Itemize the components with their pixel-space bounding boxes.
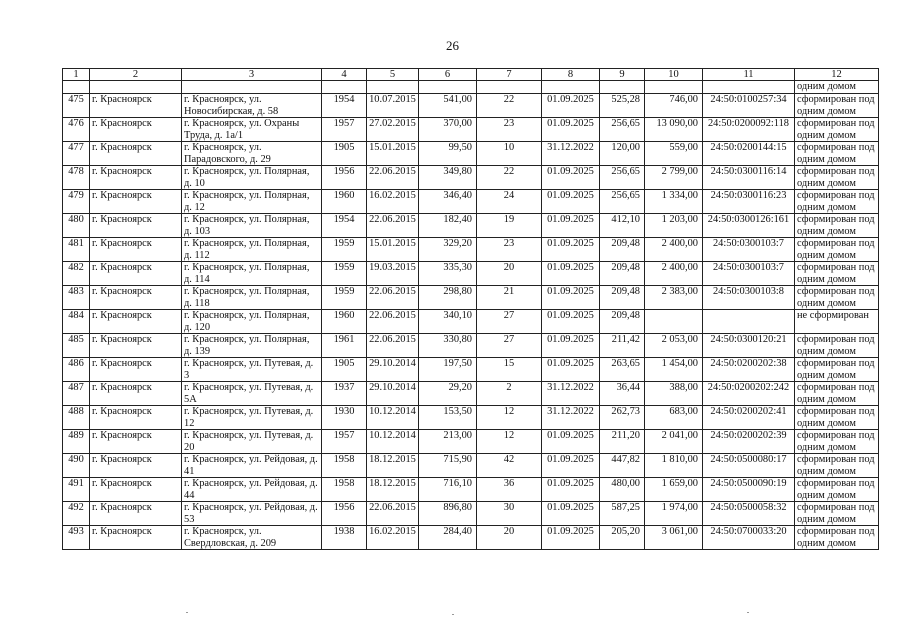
value-col9-cell: 256,65	[600, 190, 645, 214]
carryover-status-cell: одним домом	[795, 81, 879, 94]
table-row	[63, 286, 879, 310]
empty-cell	[542, 81, 600, 94]
address-cell: г. Красноярск, ул. Путевая, д. 20	[182, 430, 322, 454]
status-cell: сформирован под одним домом	[795, 286, 879, 310]
empty-cell	[600, 81, 645, 94]
header-cell-3: 3	[182, 69, 322, 81]
date-cell: 22.06.2015	[367, 310, 419, 334]
table-row	[63, 142, 879, 166]
count-cell: 22	[477, 166, 542, 190]
table-row	[63, 406, 879, 430]
cadastral-number-cell: 24:50:0300120:21	[703, 334, 795, 358]
date-cell: 15.01.2015	[367, 142, 419, 166]
cadastral-number-cell: 24:50:0100257:34	[703, 94, 795, 118]
count-cell: 30	[477, 502, 542, 526]
area-cell: 329,20	[419, 238, 477, 262]
build-year-cell: 1959	[322, 238, 367, 262]
date-cell: 29.10.2014	[367, 358, 419, 382]
value-col9-cell: 263,65	[600, 358, 645, 382]
planned-date-cell: 01.09.2025	[542, 430, 600, 454]
value-col9-cell: 209,48	[600, 262, 645, 286]
table-row	[63, 310, 879, 334]
count-cell: 24	[477, 190, 542, 214]
status-cell: сформирован под одним домом	[795, 382, 879, 406]
planned-date-cell: 01.09.2025	[542, 238, 600, 262]
city-cell: г. Красноярск	[90, 214, 182, 238]
table-row	[63, 262, 879, 286]
area-cell: 330,80	[419, 334, 477, 358]
table-row	[63, 358, 879, 382]
status-cell: сформирован под одним домом	[795, 502, 879, 526]
build-year-cell: 1905	[322, 358, 367, 382]
count-cell: 10	[477, 142, 542, 166]
date-cell: 18.12.2015	[367, 454, 419, 478]
area-cell: 284,40	[419, 526, 477, 550]
empty-cell	[645, 81, 703, 94]
row-number-cell: 480	[63, 214, 90, 238]
header-cell-8: 8	[542, 69, 600, 81]
count-cell: 42	[477, 454, 542, 478]
planned-date-cell: 31.12.2022	[542, 142, 600, 166]
header-cell-4: 4	[322, 69, 367, 81]
planned-date-cell: 01.09.2025	[542, 262, 600, 286]
count-cell: 15	[477, 358, 542, 382]
address-cell: г. Красноярск, ул. Полярная, д. 103	[182, 214, 322, 238]
status-cell: сформирован под одним домом	[795, 358, 879, 382]
build-year-cell: 1959	[322, 262, 367, 286]
header-cell-11: 11	[703, 69, 795, 81]
planned-date-cell: 01.09.2025	[542, 94, 600, 118]
empty-cell	[367, 81, 419, 94]
address-cell: г. Красноярск, ул. Полярная, д. 139	[182, 334, 322, 358]
planned-date-cell: 01.09.2025	[542, 166, 600, 190]
date-cell: 16.02.2015	[367, 190, 419, 214]
table-row	[63, 334, 879, 358]
planned-date-cell: 01.09.2025	[542, 358, 600, 382]
value-col9-cell: 587,25	[600, 502, 645, 526]
area-cell: 99,50	[419, 142, 477, 166]
city-cell: г. Красноярск	[90, 334, 182, 358]
city-cell: г. Красноярск	[90, 454, 182, 478]
date-cell: 10.07.2015	[367, 94, 419, 118]
planned-date-cell: 01.09.2025	[542, 478, 600, 502]
row-number-cell: 493	[63, 526, 90, 550]
planned-date-cell: 01.09.2025	[542, 214, 600, 238]
date-cell: 22.06.2015	[367, 334, 419, 358]
status-cell: сформирован под одним домом	[795, 94, 879, 118]
row-number-cell: 486	[63, 358, 90, 382]
row-number-cell: 482	[63, 262, 90, 286]
row-number-cell: 479	[63, 190, 90, 214]
empty-cell	[419, 81, 477, 94]
address-cell: г. Красноярск, ул. Полярная, д. 112	[182, 238, 322, 262]
table-row	[63, 502, 879, 526]
city-cell: г. Красноярск	[90, 238, 182, 262]
count-cell: 23	[477, 118, 542, 142]
area-cell: 896,80	[419, 502, 477, 526]
carryover-row	[63, 81, 879, 94]
value-col10-cell: 1 974,00	[645, 502, 703, 526]
cadastral-number-cell: 24:50:0200202:38	[703, 358, 795, 382]
date-cell: 18.12.2015	[367, 478, 419, 502]
count-cell: 36	[477, 478, 542, 502]
row-number-cell: 478	[63, 166, 90, 190]
value-col10-cell: 2 400,00	[645, 262, 703, 286]
cadastral-number-cell: 24:50:0200092:118	[703, 118, 795, 142]
status-cell: сформирован под одним домом	[795, 214, 879, 238]
page-number: 26	[446, 38, 459, 53]
area-cell: 29,20	[419, 382, 477, 406]
city-cell: г. Красноярск	[90, 118, 182, 142]
city-cell: г. Красноярск	[90, 166, 182, 190]
row-number-cell: 481	[63, 238, 90, 262]
address-cell: г. Красноярск, ул. Путевая, д. 5А	[182, 382, 322, 406]
empty-cell	[703, 81, 795, 94]
build-year-cell: 1959	[322, 286, 367, 310]
build-year-cell: 1954	[322, 94, 367, 118]
cadastral-number-cell: 24:50:0500058:32	[703, 502, 795, 526]
value-col10-cell: 1 810,00	[645, 454, 703, 478]
city-cell: г. Красноярск	[90, 382, 182, 406]
planned-date-cell: 31.12.2022	[542, 406, 600, 430]
cadastral-number-cell: 24:50:0700033:20	[703, 526, 795, 550]
date-cell: 22.06.2015	[367, 214, 419, 238]
table-row	[63, 190, 879, 214]
area-cell: 197,50	[419, 358, 477, 382]
value-col10-cell: 3 061,00	[645, 526, 703, 550]
build-year-cell: 1954	[322, 214, 367, 238]
area-cell: 213,00	[419, 430, 477, 454]
scan-speck	[747, 612, 749, 613]
header-cell-6: 6	[419, 69, 477, 81]
row-number-cell: 492	[63, 502, 90, 526]
row-number-cell: 484	[63, 310, 90, 334]
status-cell: сформирован под одним домом	[795, 478, 879, 502]
count-cell: 23	[477, 238, 542, 262]
header-cell-12: 12	[795, 69, 879, 81]
value-col9-cell: 525,28	[600, 94, 645, 118]
value-col9-cell: 447,82	[600, 454, 645, 478]
value-col10-cell: 2 383,00	[645, 286, 703, 310]
value-col10-cell	[645, 310, 703, 334]
address-cell: г. Красноярск, ул. Рейдовая, д. 44	[182, 478, 322, 502]
cadastral-number-cell: 24:50:0500090:19	[703, 478, 795, 502]
count-cell: 27	[477, 310, 542, 334]
table-row	[63, 166, 879, 190]
cadastral-number-cell: 24:50:0200144:15	[703, 142, 795, 166]
value-col9-cell: 209,48	[600, 310, 645, 334]
value-col10-cell: 683,00	[645, 406, 703, 430]
status-cell: сформирован под одним домом	[795, 526, 879, 550]
build-year-cell: 1956	[322, 166, 367, 190]
value-col9-cell: 36,44	[600, 382, 645, 406]
status-cell: сформирован под одним домом	[795, 454, 879, 478]
city-cell: г. Красноярск	[90, 262, 182, 286]
empty-cell	[322, 81, 367, 94]
date-cell: 29.10.2014	[367, 382, 419, 406]
status-cell: сформирован под одним домом	[795, 262, 879, 286]
city-cell: г. Красноярск	[90, 142, 182, 166]
count-cell: 12	[477, 430, 542, 454]
table-row	[63, 454, 879, 478]
row-number-cell: 477	[63, 142, 90, 166]
value-col9-cell: 120,00	[600, 142, 645, 166]
row-number-cell: 490	[63, 454, 90, 478]
area-cell: 182,40	[419, 214, 477, 238]
table-row	[63, 214, 879, 238]
count-cell: 12	[477, 406, 542, 430]
row-number-cell: 476	[63, 118, 90, 142]
area-cell: 370,00	[419, 118, 477, 142]
row-number-cell: 475	[63, 94, 90, 118]
planned-date-cell: 01.09.2025	[542, 286, 600, 310]
row-number-cell: 488	[63, 406, 90, 430]
address-cell: г. Красноярск, ул. Полярная, д. 114	[182, 262, 322, 286]
status-cell: не сформирован	[795, 310, 879, 334]
status-cell: сформирован под одним домом	[795, 166, 879, 190]
city-cell: г. Красноярск	[90, 310, 182, 334]
header-cell-2: 2	[90, 69, 182, 81]
status-cell: сформирован под одним домом	[795, 406, 879, 430]
planned-date-cell: 01.09.2025	[542, 454, 600, 478]
value-col9-cell: 211,20	[600, 430, 645, 454]
planned-date-cell: 01.09.2025	[542, 310, 600, 334]
empty-cell	[182, 81, 322, 94]
row-number-cell: 483	[63, 286, 90, 310]
value-col9-cell: 211,42	[600, 334, 645, 358]
area-cell: 298,80	[419, 286, 477, 310]
area-cell: 715,90	[419, 454, 477, 478]
value-col9-cell: 480,00	[600, 478, 645, 502]
value-col10-cell: 13 090,00	[645, 118, 703, 142]
value-col10-cell: 559,00	[645, 142, 703, 166]
row-number-cell: 487	[63, 382, 90, 406]
address-cell: г. Красноярск, ул. Путевая, д. 3	[182, 358, 322, 382]
value-col10-cell: 2 053,00	[645, 334, 703, 358]
cadastral-number-cell: 24:50:0200202:39	[703, 430, 795, 454]
cadastral-number-cell: 24:50:0300103:7	[703, 262, 795, 286]
cadastral-number-cell: 24:50:0300116:14	[703, 166, 795, 190]
table-row	[63, 238, 879, 262]
table-body	[63, 81, 879, 550]
count-cell: 20	[477, 262, 542, 286]
build-year-cell: 1960	[322, 190, 367, 214]
build-year-cell: 1958	[322, 454, 367, 478]
address-cell: г. Красноярск, ул. Парадовского, д. 29	[182, 142, 322, 166]
date-cell: 19.03.2015	[367, 262, 419, 286]
table-header	[63, 69, 879, 81]
address-cell: г. Красноярск, ул. Рейдовая, д. 41	[182, 454, 322, 478]
status-cell: сформирован под одним домом	[795, 142, 879, 166]
city-cell: г. Красноярск	[90, 430, 182, 454]
table-row	[63, 526, 879, 550]
cadastral-number-cell: 24:50:0200202:242	[703, 382, 795, 406]
build-year-cell: 1961	[322, 334, 367, 358]
header-cell-1: 1	[63, 69, 90, 81]
date-cell: 27.02.2015	[367, 118, 419, 142]
header-cell-7: 7	[477, 69, 542, 81]
city-cell: г. Красноярск	[90, 358, 182, 382]
build-year-cell: 1930	[322, 406, 367, 430]
count-cell: 20	[477, 526, 542, 550]
cadastral-number-cell: 24:50:0300103:8	[703, 286, 795, 310]
value-col10-cell: 1 454,00	[645, 358, 703, 382]
count-cell: 2	[477, 382, 542, 406]
table-row	[63, 430, 879, 454]
build-year-cell: 1956	[322, 502, 367, 526]
value-col10-cell: 746,00	[645, 94, 703, 118]
value-col10-cell: 2 400,00	[645, 238, 703, 262]
value-col10-cell: 2 799,00	[645, 166, 703, 190]
planned-date-cell: 01.09.2025	[542, 526, 600, 550]
value-col9-cell: 256,65	[600, 118, 645, 142]
address-cell: г. Красноярск, ул. Полярная, д. 118	[182, 286, 322, 310]
empty-cell	[477, 81, 542, 94]
planned-date-cell: 01.09.2025	[542, 118, 600, 142]
value-col10-cell: 388,00	[645, 382, 703, 406]
address-cell: г. Красноярск, ул. Рейдовая, д. 53	[182, 502, 322, 526]
address-cell: г. Красноярск, ул. Новосибирская, д. 58	[182, 94, 322, 118]
table-row	[63, 118, 879, 142]
build-year-cell: 1905	[322, 142, 367, 166]
address-cell: г. Красноярск, ул. Путевая, д. 12	[182, 406, 322, 430]
cadastral-number-cell: 24:50:0200202:41	[703, 406, 795, 430]
date-cell: 16.02.2015	[367, 526, 419, 550]
value-col9-cell: 412,10	[600, 214, 645, 238]
area-cell: 335,30	[419, 262, 477, 286]
build-year-cell: 1957	[322, 118, 367, 142]
planned-date-cell: 01.09.2025	[542, 190, 600, 214]
scan-speck	[452, 614, 454, 615]
build-year-cell: 1938	[322, 526, 367, 550]
header-cell-9: 9	[600, 69, 645, 81]
build-year-cell: 1957	[322, 430, 367, 454]
address-cell: г. Красноярск, ул. Полярная, д. 12	[182, 190, 322, 214]
city-cell: г. Красноярск	[90, 286, 182, 310]
value-col10-cell: 1 659,00	[645, 478, 703, 502]
address-cell: г. Красноярск, ул. Охраны Труда, д. 1а/1	[182, 118, 322, 142]
date-cell: 22.06.2015	[367, 286, 419, 310]
row-number-cell: 489	[63, 430, 90, 454]
area-cell: 346,40	[419, 190, 477, 214]
header-row	[63, 69, 879, 81]
value-col9-cell: 256,65	[600, 166, 645, 190]
cadastral-number-cell: 24:50:0300103:7	[703, 238, 795, 262]
status-cell: сформирован под одним домом	[795, 334, 879, 358]
table-row	[63, 478, 879, 502]
cadastral-number-cell: 24:50:0300116:23	[703, 190, 795, 214]
count-cell: 22	[477, 94, 542, 118]
city-cell: г. Красноярск	[90, 502, 182, 526]
cadastral-number-cell: 24:50:0300126:161	[703, 214, 795, 238]
value-col10-cell: 2 041,00	[645, 430, 703, 454]
value-col9-cell: 209,48	[600, 286, 645, 310]
count-cell: 27	[477, 334, 542, 358]
build-year-cell: 1960	[322, 310, 367, 334]
date-cell: 10.12.2014	[367, 406, 419, 430]
date-cell: 15.01.2015	[367, 238, 419, 262]
cadastral-number-cell	[703, 310, 795, 334]
area-cell: 716,10	[419, 478, 477, 502]
table-row	[63, 382, 879, 406]
planned-date-cell: 01.09.2025	[542, 334, 600, 358]
empty-cell	[63, 81, 90, 94]
value-col9-cell: 205,20	[600, 526, 645, 550]
row-number-cell: 491	[63, 478, 90, 502]
value-col9-cell: 262,73	[600, 406, 645, 430]
city-cell: г. Красноярск	[90, 94, 182, 118]
header-cell-5: 5	[367, 69, 419, 81]
count-cell: 19	[477, 214, 542, 238]
status-cell: сформирован под одним домом	[795, 238, 879, 262]
area-cell: 349,80	[419, 166, 477, 190]
row-number-cell: 485	[63, 334, 90, 358]
value-col9-cell: 209,48	[600, 238, 645, 262]
empty-cell	[90, 81, 182, 94]
city-cell: г. Красноярск	[90, 526, 182, 550]
city-cell: г. Красноярск	[90, 478, 182, 502]
housing-table	[62, 68, 879, 550]
city-cell: г. Красноярск	[90, 406, 182, 430]
build-year-cell: 1958	[322, 478, 367, 502]
table-row	[63, 94, 879, 118]
city-cell: г. Красноярск	[90, 190, 182, 214]
value-col10-cell: 1 334,00	[645, 190, 703, 214]
count-cell: 21	[477, 286, 542, 310]
scan-speck	[186, 612, 188, 613]
planned-date-cell: 01.09.2025	[542, 502, 600, 526]
planned-date-cell: 31.12.2022	[542, 382, 600, 406]
cadastral-number-cell: 24:50:0500080:17	[703, 454, 795, 478]
header-cell-10: 10	[645, 69, 703, 81]
date-cell: 22.06.2015	[367, 502, 419, 526]
status-cell: сформирован под одним домом	[795, 430, 879, 454]
date-cell: 22.06.2015	[367, 166, 419, 190]
value-col10-cell: 1 203,00	[645, 214, 703, 238]
address-cell: г. Красноярск, ул. Полярная, д. 10	[182, 166, 322, 190]
build-year-cell: 1937	[322, 382, 367, 406]
status-cell: сформирован под одним домом	[795, 118, 879, 142]
date-cell: 10.12.2014	[367, 430, 419, 454]
address-cell: г. Красноярск, ул. Свердловская, д. 209	[182, 526, 322, 550]
area-cell: 153,50	[419, 406, 477, 430]
area-cell: 340,10	[419, 310, 477, 334]
status-cell: сформирован под одним домом	[795, 190, 879, 214]
area-cell: 541,00	[419, 94, 477, 118]
address-cell: г. Красноярск, ул. Полярная, д. 120	[182, 310, 322, 334]
